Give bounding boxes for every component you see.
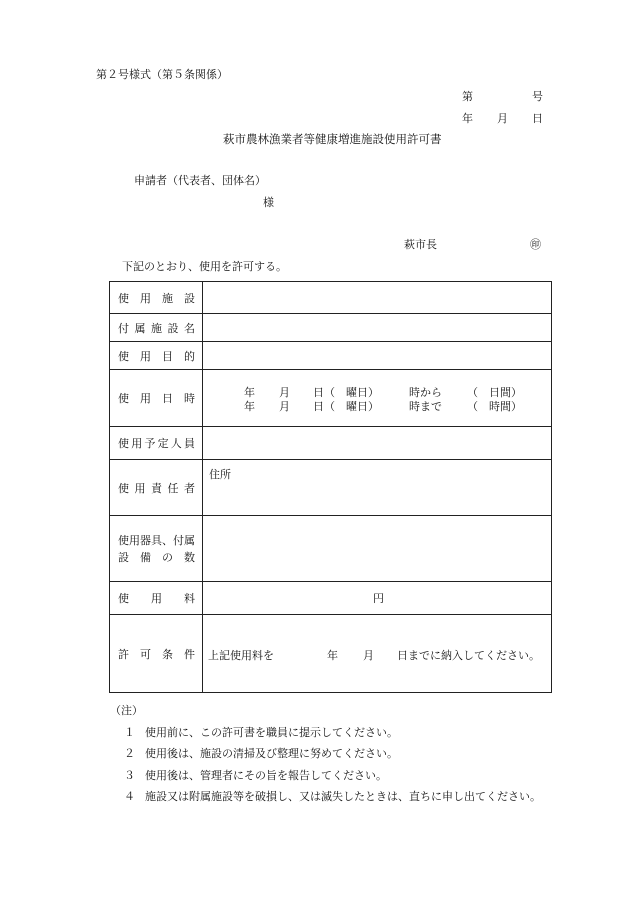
note-number: ２ <box>124 747 135 760</box>
label-char: 使 <box>118 291 129 305</box>
label-cell <box>110 516 203 582</box>
conditions-part1: 上記使用料を <box>208 648 274 662</box>
note-number: ４ <box>124 790 135 803</box>
label-char: の <box>162 550 173 564</box>
note-item <box>124 724 398 740</box>
row-responsible <box>110 460 552 516</box>
row-annex <box>110 314 552 342</box>
annex-value[interactable] <box>203 314 552 342</box>
dt1-days: （ 日間） <box>467 386 522 399</box>
label-char: 料 <box>184 592 195 605</box>
label-char: 人 <box>170 437 182 450</box>
dt2-time-until: 時まで <box>409 400 442 413</box>
conditions-part2: 日までに納入してください。 <box>397 648 540 662</box>
label-char: 付 <box>118 321 129 335</box>
intro-text: 下記のとおり、使用を許可する。 <box>122 260 287 273</box>
date-month: 月 <box>497 112 508 125</box>
label-char: 者 <box>184 481 195 495</box>
purpose-value[interactable] <box>203 342 552 370</box>
dt2-day-weekday: 日（ 曜日） <box>313 400 379 413</box>
label-char: 施 <box>162 291 173 305</box>
label-char: 使 <box>118 592 129 605</box>
label-char: 用 <box>131 437 143 450</box>
note-text: 使用前に、この許可書を職員に提示してください。 <box>145 726 398 739</box>
dt1-year: 年 <box>244 386 255 399</box>
label-char: 設 <box>167 321 179 335</box>
label-equipment <box>110 532 202 566</box>
fee-unit: 円 <box>373 592 384 605</box>
label-facility <box>110 290 202 306</box>
dt1-time-from: 時から <box>409 386 442 399</box>
row-equipment <box>110 516 552 582</box>
row-datetime <box>110 370 552 427</box>
label-datetime <box>110 390 202 406</box>
label-fee <box>110 590 202 606</box>
label-cell <box>110 460 203 516</box>
number-go: 号 <box>532 90 543 103</box>
equipment-value[interactable] <box>203 516 552 582</box>
label-equipment-line1: 使用器具、付属 <box>118 533 195 547</box>
label-conditions <box>110 646 202 662</box>
label-char: 用 <box>151 592 162 605</box>
label-char: 使 <box>118 392 129 405</box>
datetime-value[interactable] <box>203 370 552 427</box>
seal-mark: ㊞ <box>530 238 541 251</box>
label-char: 目 <box>162 349 173 363</box>
note-item <box>124 767 387 783</box>
conditions-month: 月 <box>363 648 374 662</box>
fee-value[interactable] <box>203 582 552 615</box>
row-conditions <box>110 615 552 693</box>
label-char: 定 <box>157 437 169 450</box>
address-label: 住所 <box>209 468 231 481</box>
label-char: 条 <box>162 647 173 661</box>
conditions-line <box>203 644 551 664</box>
label-char: 用 <box>140 349 151 363</box>
dt1-month: 月 <box>279 386 290 399</box>
label-cell <box>110 342 203 370</box>
datetime-lines <box>203 370 551 426</box>
conditions-year: 年 <box>327 648 338 662</box>
label-char: 設 <box>184 291 195 305</box>
label-cell <box>110 314 203 342</box>
expected-people-value[interactable] <box>203 427 552 460</box>
label-char: 用 <box>140 392 151 405</box>
row-fee <box>110 582 552 615</box>
label-char: 用 <box>134 481 146 495</box>
facility-value[interactable] <box>203 282 552 314</box>
label-expected-people <box>110 435 202 451</box>
note-text: 使用後は、施設の清掃及び整理に努めてください。 <box>145 747 398 760</box>
dt2-hours: （ 時間） <box>467 400 522 413</box>
label-char: 時 <box>184 392 195 405</box>
label-char: 員 <box>183 437 195 450</box>
label-char: 使 <box>118 349 129 363</box>
note-number: １ <box>124 726 135 739</box>
note-item <box>124 788 541 804</box>
label-responsible <box>110 480 202 496</box>
dt1-day-weekday: 日（ 曜日） <box>313 386 379 399</box>
label-cell <box>110 582 203 615</box>
label-char: 名 <box>184 321 195 335</box>
form-number: 第２号様式（第５条関係） <box>96 68 228 81</box>
label-cell <box>110 282 203 314</box>
note-text: 施設又は附属施設等を破損し、又は滅失したときは、直ちに申し出てください。 <box>145 790 541 803</box>
label-char: 数 <box>184 550 195 564</box>
label-char: 責 <box>151 481 162 495</box>
label-cell <box>110 370 203 427</box>
note-text: 使用後は、管理者にその旨を報告してください。 <box>145 769 387 782</box>
label-char: 設 <box>118 550 129 564</box>
label-cell <box>110 427 203 460</box>
label-char: 的 <box>184 349 195 363</box>
note-number: ３ <box>124 769 135 782</box>
number-dai: 第 <box>462 90 473 103</box>
label-char: 用 <box>140 291 151 305</box>
notes-heading: （注） <box>110 704 143 717</box>
label-char: 日 <box>162 392 173 405</box>
label-cell <box>110 615 203 693</box>
label-char: 属 <box>134 321 146 335</box>
label-char: 使 <box>118 481 129 495</box>
label-equipment-line2 <box>118 549 195 566</box>
label-char: 任 <box>167 481 179 495</box>
responsible-value[interactable] <box>203 460 552 516</box>
label-char: 許 <box>118 647 129 661</box>
row-expected-people <box>110 427 552 460</box>
label-char: 可 <box>140 647 151 661</box>
label-annex <box>110 320 202 336</box>
note-item <box>124 745 398 761</box>
row-facility <box>110 282 552 314</box>
dt2-month: 月 <box>279 400 290 413</box>
date-year: 年 <box>462 112 473 125</box>
permit-table <box>109 281 552 693</box>
conditions-value <box>203 615 552 693</box>
label-char: 備 <box>140 550 151 564</box>
label-char: 使 <box>118 437 129 450</box>
label-char: 施 <box>151 321 162 335</box>
label-char: 件 <box>184 647 195 661</box>
applicant-sama: 様 <box>263 196 274 209</box>
dt2-year: 年 <box>244 400 255 413</box>
document-title: 萩市農林漁業者等健康増進施設使用許可書 <box>223 132 442 146</box>
date-day: 日 <box>532 112 543 125</box>
applicant-label: 申請者（代表者、団体名） <box>134 174 266 187</box>
label-purpose <box>110 348 202 364</box>
mayor-label: 萩市長 <box>404 238 437 251</box>
row-purpose <box>110 342 552 370</box>
label-char: 予 <box>144 437 156 450</box>
